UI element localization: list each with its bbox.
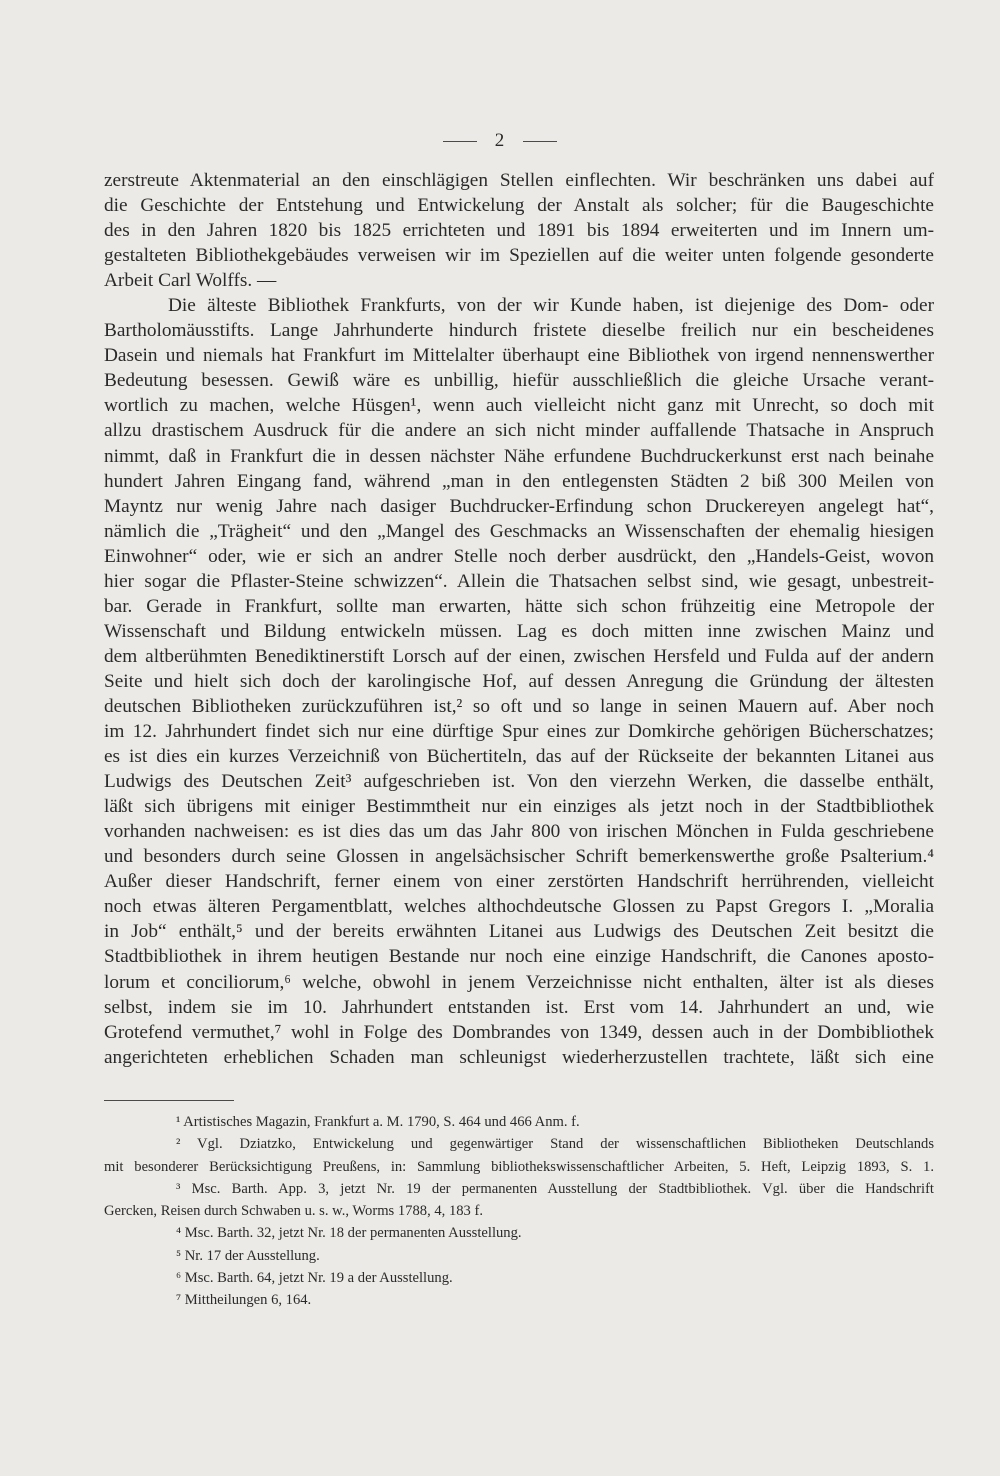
body-line: angerichteten erheblichen Schaden man schleunigst wiederherzustellen trachtete, läßt sich eine	[104, 1046, 934, 1068]
body-line: selbst, indem sie im 10. Jahrhundert entstanden ist. Erst vom 14. Jahrhundert an und, wie	[104, 996, 934, 1018]
footnote-3-continued: Gercken, Reisen durch Schwaben u. s. w., Worms 1788, 4, 183 f.	[104, 1203, 484, 1220]
body-line: in Job“ enthält,⁵ und der bereits erwähnten Litanei aus Ludwigs des Deutschen Zeit besitzt die	[104, 921, 934, 943]
body-line: Einwohner“ oder, wie er sich an andrer Stelle noch derber ausdrückt, den „Handels-Geist, wovon	[104, 545, 934, 567]
body-line: nämlich die „Trägheit“ und den „Mangel des Geschmacks an Wissenschaften der ehemalig hiesigen	[104, 520, 934, 542]
body-line: nimmt, daß in Frankfurt die in dessen nächster Nähe erfundene Buchdruckerkunst erst nach beinahe	[104, 445, 934, 467]
body-line: Stadtbibliothek in ihrem heutigen Bestande nur noch eine einzige Handschrift, die Canones aposto-	[104, 946, 934, 968]
body-line: hier sogar die Pflaster-Steine schwizzen“. Allein die Thatsachen selbst sind, wie gesagt, unbestreit-	[104, 570, 934, 592]
body-line: Wissenschaft und Bildung entwickeln müssen. Lag es doch mitten inne zwischen Mainz und	[104, 620, 934, 642]
body-line: Arbeit Carl Wolffs. —	[104, 270, 277, 292]
body-line: lorum et conciliorum,⁶ welche, obwohl in jenem Verzeichnisse nicht enthalten, älter ist als dieses	[104, 971, 934, 993]
body-line: Grotefend vermuthet,⁷ wohl in Folge des Dombrandes von 1349, dessen auch in der Dombibliothek	[104, 1021, 934, 1043]
body-line: es ist dies ein kurzes Verzeichniß von Büchertiteln, das auf der Rückseite der bekannten Litanei aus	[104, 746, 934, 768]
footnote-1: ¹ Artistisches Magazin, Frankfurt a. M. 1790, S. 464 und 466 Anm. f.	[176, 1114, 580, 1130]
body-line: zerstreute Aktenmaterial an den einschlägigen Stellen einflechten. Wir beschränken uns dabei auf	[104, 170, 934, 191]
body-line: vorhanden nachweisen: es ist dies das um das Jahr 800 von irischen Mönchen in Fulda geschriebene	[104, 821, 934, 843]
body-line: des in den Jahren 1820 bis 1825 errichteten und 1891 bis 1894 erweiterten und im Innern um-	[104, 220, 934, 242]
body-line: und besonders durch seine Glossen in angelsächsischer Schrift bemerkenswerthe große Psalterium.⁴	[104, 846, 934, 868]
body-line: Die älteste Bibliothek Frankfurts, von der wir Kunde haben, ist diejenige des Dom- oder	[168, 295, 934, 317]
page-number-dash-left	[443, 141, 477, 142]
footnotes	[104, 1111, 934, 1312]
body-line: Bartholomäusstifts. Lange Jahrhunderte hindurch fristete dieselbe freilich nur ein bescheidenes	[104, 320, 934, 342]
footnote-7: ⁷ Mittheilungen 6, 164.	[176, 1292, 312, 1309]
footnote-3: ³ Msc. Barth. App. 3, jetzt Nr. 19 der permanenten Ausstellung der Stadtbibliothek. Vgl. über die Handschrift	[176, 1180, 934, 1197]
footnote-5: ⁵ Nr. 17 der Ausstellung.	[176, 1247, 320, 1264]
body-line: Ludwigs des Deutschen Zeit³ aufgeschrieben ist. Von den vierzehn Werken, die dasselbe enthält,	[104, 771, 934, 793]
body-line: deutschen Bibliotheken zurückzuführen ist,² so oft und so lange in seinen Mauern auf. Aber noch	[104, 695, 934, 717]
page-number-dash-right	[523, 141, 557, 142]
body-line: Seite und hielt sich doch der karolingische Hof, auf dessen Anregung die Gründung der ältesten	[104, 670, 934, 692]
body-text	[104, 168, 934, 1070]
body-line: gestalteten Bibliothekgebäudes verweisen wir im Speziellen auf die weiter unten folgende gesonderte	[104, 245, 934, 267]
body-line: Außer dieser Handschrift, ferner einem von einer zerstörten Handschrift herrührenden, vielleicht	[104, 871, 934, 893]
body-line: noch etwas älteren Pergamentblatt, welches althochdeutsche Glossen zu Papst Gregors I. „Moralia	[104, 896, 934, 918]
footnote-4: ⁴ Msc. Barth. 32, jetzt Nr. 18 der permanenten Ausstellung.	[176, 1225, 522, 1242]
body-line: allzu drastischem Ausdruck für die andere an sich nicht minder auffallende Thatsache in Anspruch	[104, 420, 934, 442]
body-line: Mayntz nur wenig Jahre nach dasiger Buchdrucker-Erfindung schon Druckereyen angelegt hat“,	[104, 495, 934, 517]
body-line: Dasein und niemals hat Frankfurt im Mittelalter überhaupt eine Bibliothek von irgend nennenswerther	[104, 345, 934, 367]
footnote-6: ⁶ Msc. Barth. 64, jetzt Nr. 19 a der Ausstellung.	[176, 1270, 453, 1287]
body-line: die Geschichte der Entstehung und Entwickelung der Anstalt als solcher; für die Baugeschichte	[104, 195, 934, 217]
body-line: dem altberühmten Benediktinerstift Lorsch auf der einen, zwischen Hersfeld und Fulda auf der andern	[104, 645, 934, 667]
body-line: bar. Gerade in Frankfurt, sollte man erwarten, hätte sich schon frühzeitig eine Metropole der	[104, 595, 934, 617]
body-line: Bedeutung besessen. Gewiß wäre es unbillig, hiefür ausschließlich die gleiche Ursache verant-	[104, 370, 934, 392]
footnote-2: ² Vgl. Dziatzko, Entwickelung und gegenwärtiger Stand der wissenschaftlichen Bibliotheken Deutschlands	[176, 1136, 934, 1153]
footnote-separator	[104, 1100, 234, 1101]
page-number	[0, 130, 1000, 152]
footnote-2-continued: mit besonderer Berücksichtigung Preußens, in: Sammlung bibliothekswissenschaftlicher Arbeiten, 5. Heft, Leipzig 1893, S. 1.	[104, 1158, 934, 1175]
body-line: läßt sich übrigens mit einiger Bestimmtheit nur ein einziges als jetzt noch in der Stadtbibliothek	[104, 796, 934, 818]
body-line: im 12. Jahrhundert findet sich nur eine dürftige Spur eines zur Domkirche gehörigen Bücherschatzes;	[104, 721, 934, 743]
page-number-text: 2	[494, 130, 506, 151]
body-line: hundert Jahren Eingang fand, während „man in den entlegensten Städten 2 biß 300 Meilen von	[104, 470, 934, 492]
body-line: wortlich zu machen, welche Hüsgen¹, wenn auch vielleicht nicht ganz mit Unrecht, so doch mit	[104, 395, 934, 417]
